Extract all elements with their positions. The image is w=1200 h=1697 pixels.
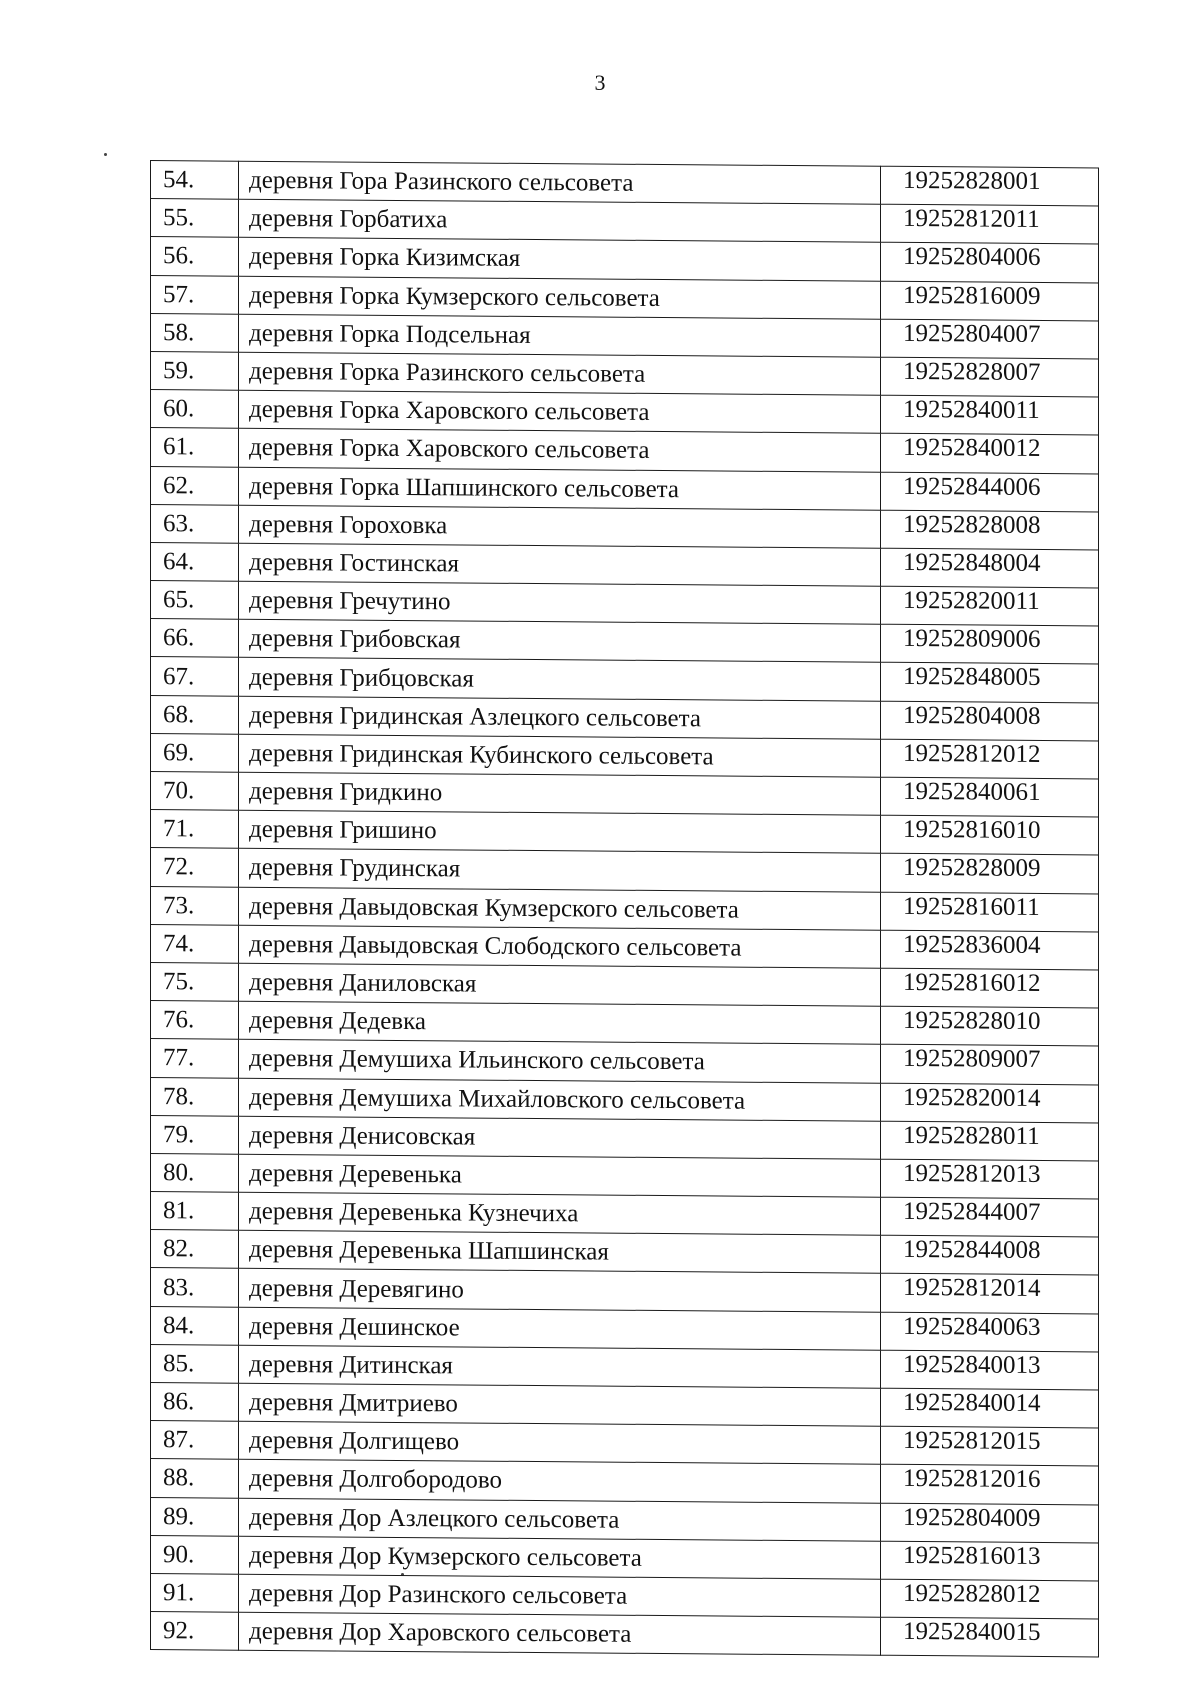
settlement-code: 19252844008 bbox=[881, 1235, 1099, 1275]
row-number: 59. bbox=[151, 351, 239, 390]
row-number: 80. bbox=[151, 1153, 239, 1192]
settlement-code: 19252828009 bbox=[881, 854, 1099, 894]
row-number: 55. bbox=[151, 199, 239, 238]
row-number: 81. bbox=[151, 1192, 239, 1231]
settlement-name: деревня Долгищево bbox=[239, 1421, 881, 1464]
row-number: 70. bbox=[151, 772, 239, 811]
settlement-code: 19252828010 bbox=[881, 1006, 1099, 1046]
row-number: 73. bbox=[151, 886, 239, 925]
settlement-code: 19252812013 bbox=[881, 1159, 1099, 1199]
settlement-name: деревня Горка Харовского сельсовета bbox=[239, 390, 881, 433]
settlement-name: деревня Горка Харовского сельсовета bbox=[239, 429, 881, 472]
scan-speck bbox=[104, 153, 107, 156]
settlement-code: 19252828011 bbox=[881, 1121, 1099, 1161]
page-number: 3 bbox=[594, 70, 606, 95]
settlement-table bbox=[150, 160, 1099, 1658]
settlement-code: 19252816010 bbox=[881, 815, 1099, 855]
row-number: 74. bbox=[151, 924, 239, 963]
settlement-code: 19252804008 bbox=[881, 701, 1099, 741]
row-number: 84. bbox=[151, 1306, 239, 1345]
settlement-code: 19252840015 bbox=[881, 1617, 1099, 1657]
row-number: 87. bbox=[151, 1421, 239, 1460]
settlement-name: деревня Горка Подсельная bbox=[239, 314, 881, 357]
settlement-code: 19252840013 bbox=[881, 1350, 1099, 1390]
row-number: 83. bbox=[151, 1268, 239, 1307]
settlement-code: 19252804006 bbox=[881, 243, 1099, 283]
settlement-name: деревня Горка Шапшинского сельсовета bbox=[239, 467, 881, 510]
settlement-name: деревня Долгобородово bbox=[239, 1460, 881, 1503]
row-number: 65. bbox=[151, 581, 239, 620]
settlement-code: 19252828012 bbox=[881, 1579, 1099, 1619]
settlement-name: деревня Демушиха Ильинского сельсовета bbox=[239, 1040, 881, 1083]
row-number: 85. bbox=[151, 1344, 239, 1383]
settlement-code: 19252804009 bbox=[881, 1503, 1099, 1543]
settlement-name: деревня Горка Кизимская bbox=[239, 238, 881, 281]
row-number: 61. bbox=[151, 428, 239, 467]
settlement-name: деревня Горбатиха bbox=[239, 199, 881, 242]
settlement-name: деревня Дедевка bbox=[239, 1001, 881, 1044]
settlement-name: деревня Гридинская Кубинского сельсовета bbox=[239, 734, 881, 777]
settlement-code: 19252844007 bbox=[881, 1197, 1099, 1237]
settlement-name: деревня Денисовская bbox=[239, 1116, 881, 1159]
settlement-code: 19252840012 bbox=[881, 434, 1099, 474]
row-number: 58. bbox=[151, 313, 239, 352]
row-number: 76. bbox=[151, 1001, 239, 1040]
settlement-code: 19252812014 bbox=[881, 1274, 1099, 1314]
settlement-name: деревня Гречутино bbox=[239, 581, 881, 624]
settlement-name: деревня Грудинская bbox=[239, 849, 881, 892]
settlement-code: 19252816009 bbox=[881, 281, 1099, 321]
settlement-code: 19252848005 bbox=[881, 663, 1099, 703]
settlement-name: деревня Гора Разинского сельсовета bbox=[239, 161, 881, 204]
settlement-name: деревня Гостинская bbox=[239, 543, 881, 586]
settlement-code: 19252816013 bbox=[881, 1541, 1099, 1581]
row-number: 62. bbox=[151, 466, 239, 505]
settlement-name: деревня Грибцовская bbox=[239, 658, 881, 701]
row-number: 68. bbox=[151, 695, 239, 734]
row-number: 69. bbox=[151, 733, 239, 772]
settlement-code: 19252812011 bbox=[881, 204, 1099, 244]
settlement-code: 19252816012 bbox=[881, 968, 1099, 1008]
row-number: 67. bbox=[151, 657, 239, 696]
row-number: 88. bbox=[151, 1459, 239, 1498]
row-number: 63. bbox=[151, 504, 239, 543]
settlement-name: деревня Гришино bbox=[239, 810, 881, 853]
settlement-code: 19252804007 bbox=[881, 319, 1099, 359]
row-number: 86. bbox=[151, 1383, 239, 1422]
settlement-name: деревня Дор Разинского сельсовета bbox=[239, 1574, 881, 1617]
settlement-code: 19252828007 bbox=[881, 357, 1099, 397]
settlement-name: деревня Гороховка bbox=[239, 505, 881, 548]
row-number: 90. bbox=[151, 1535, 239, 1574]
settlement-name: деревня Даниловская bbox=[239, 963, 881, 1006]
settlement-code: 19252809006 bbox=[881, 624, 1099, 664]
settlement-code: 19252828001 bbox=[881, 166, 1099, 206]
row-number: 60. bbox=[151, 390, 239, 429]
settlement-code: 19252812016 bbox=[881, 1465, 1099, 1505]
settlement-code: 19252836004 bbox=[881, 930, 1099, 970]
settlement-code: 19252812015 bbox=[881, 1426, 1099, 1466]
settlement-code: 19252828008 bbox=[881, 510, 1099, 550]
row-number: 82. bbox=[151, 1230, 239, 1269]
settlement-code: 19252816011 bbox=[881, 892, 1099, 932]
settlement-name: деревня Давыдовская Кумзерского сельсовета bbox=[239, 887, 881, 930]
row-number: 75. bbox=[151, 962, 239, 1001]
table-row bbox=[151, 1612, 1099, 1658]
settlement-code: 19252820014 bbox=[881, 1083, 1099, 1123]
settlement-code: 19252812012 bbox=[881, 739, 1099, 779]
row-number: 57. bbox=[151, 275, 239, 314]
settlement-name: деревня Дмитриево bbox=[239, 1383, 881, 1426]
row-number: 54. bbox=[151, 161, 239, 200]
settlement-code: 19252840011 bbox=[881, 395, 1099, 435]
row-number: 92. bbox=[151, 1612, 239, 1651]
settlement-name: деревня Деревенька Шапшинская bbox=[239, 1230, 881, 1273]
settlement-name: деревня Дешинское bbox=[239, 1307, 881, 1350]
settlement-name: деревня Грибовская bbox=[239, 619, 881, 662]
settlement-name: деревня Горка Кумзерского сельсовета bbox=[239, 276, 881, 319]
row-number: 56. bbox=[151, 237, 239, 276]
row-number: 66. bbox=[151, 619, 239, 658]
settlement-name: деревня Дор Азлецкого сельсовета bbox=[239, 1498, 881, 1541]
settlement-code: 19252840014 bbox=[881, 1388, 1099, 1428]
row-number: 79. bbox=[151, 1115, 239, 1154]
settlement-code: 19252820011 bbox=[881, 586, 1099, 626]
settlement-name: деревня Гридкино bbox=[239, 772, 881, 815]
settlement-name: деревня Горка Разинского сельсовета bbox=[239, 352, 881, 395]
row-number: 77. bbox=[151, 1039, 239, 1078]
settlement-code: 19252840061 bbox=[881, 777, 1099, 817]
settlement-code: 19252809007 bbox=[881, 1045, 1099, 1085]
row-number: 71. bbox=[151, 810, 239, 849]
row-number: 89. bbox=[151, 1497, 239, 1536]
row-number: 91. bbox=[151, 1573, 239, 1612]
settlement-table-body bbox=[151, 161, 1099, 1658]
settlement-name: деревня Гридинская Азлецкого сельсовета bbox=[239, 696, 881, 739]
settlement-name: деревня Деревенька bbox=[239, 1154, 881, 1197]
settlement-name: деревня Демушиха Михайловского сельсовета bbox=[239, 1078, 881, 1121]
settlement-code: 19252848004 bbox=[881, 548, 1099, 588]
settlement-name: деревня Деревенька Кузнечиха bbox=[239, 1192, 881, 1235]
settlement-name: деревня Деревягино bbox=[239, 1269, 881, 1312]
settlement-code: 19252840063 bbox=[881, 1312, 1099, 1352]
settlement-name: деревня Дор Кумзерского сельсовета bbox=[239, 1536, 881, 1579]
row-number: 78. bbox=[151, 1077, 239, 1116]
row-number: 64. bbox=[151, 542, 239, 581]
settlement-name: деревня Дор Харовского сельсовета bbox=[239, 1612, 881, 1655]
settlement-name: деревня Давыдовская Слободского сельсовета bbox=[239, 925, 881, 968]
settlement-code: 19252844006 bbox=[881, 472, 1099, 512]
row-number: 72. bbox=[151, 848, 239, 887]
settlement-name: деревня Дитинская bbox=[239, 1345, 881, 1388]
